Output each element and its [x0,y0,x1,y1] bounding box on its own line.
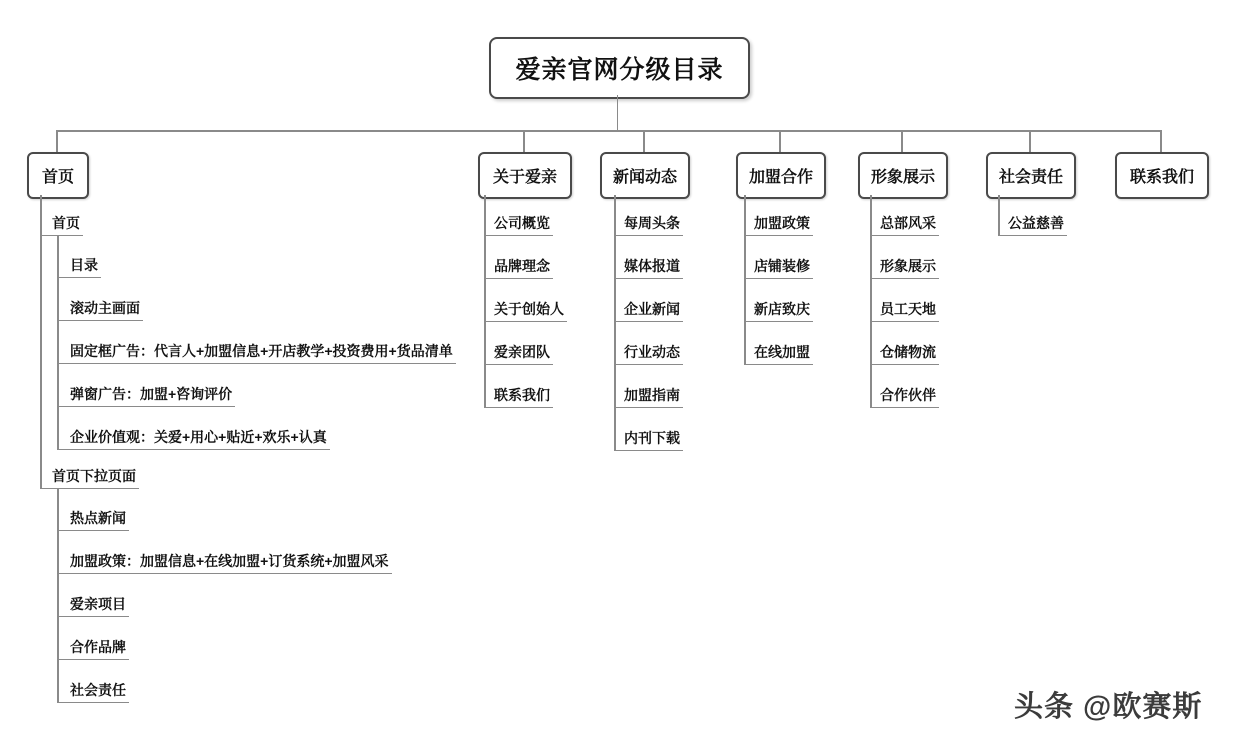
leaf-item: 合作伙伴 [870,388,939,408]
leaf-item: 公司概览 [484,216,553,236]
leaf-item: 员工天地 [870,302,939,322]
leaf-item: 固定框广告：代言人+加盟信息+开店教学+投资费用+货品清单 [57,344,456,364]
group-label: 首页下拉页面 [40,469,139,489]
leaf-item: 行业动态 [614,345,683,365]
leaf-item: 形象展示 [870,259,939,279]
top-rail-line [56,130,1160,132]
top-node-responsibility: 社会责任 [986,152,1076,199]
leaf-item: 公益慈善 [998,216,1067,236]
leaf-item: 总部风采 [870,216,939,236]
top-node-news: 新闻动态 [600,152,690,199]
top-node-home: 首页 [27,152,89,199]
leaf-item: 企业价值观：关爱+用心+贴近+欢乐+认真 [57,430,330,450]
leaf-item: 店铺装修 [744,259,813,279]
leaf-item: 弹窗广告：加盟+咨询评价 [57,387,235,407]
leaf-item: 品牌理念 [484,259,553,279]
leaf-item: 关于创始人 [484,302,567,322]
leaf-item: 内刊下载 [614,431,683,451]
leaf-item: 加盟政策：加盟信息+在线加盟+订货系统+加盟风采 [57,554,392,574]
leaf-item: 加盟指南 [614,388,683,408]
watermark: 头条 @欧赛斯 [1014,691,1203,723]
leaf-item: 合作品牌 [57,640,129,660]
top-node-image: 形象展示 [858,152,948,199]
leaf-item: 热点新闻 [57,511,129,531]
leaf-item: 加盟政策 [744,216,813,236]
home-trunk-line [40,195,42,489]
leaf-item: 仓储物流 [870,345,939,365]
branch-stub-line [643,130,645,152]
leaf-item: 爱亲项目 [57,597,129,617]
branch-stub-line [56,130,58,152]
branch-stub-line [1029,130,1031,152]
leaf-item: 每周头条 [614,216,683,236]
leaf-item: 在线加盟 [744,345,813,365]
leaf-item: 目录 [57,258,101,278]
diagram-title: 爱亲官网分级目录 [489,37,750,99]
branch-stub-line [523,130,525,152]
group-label: 首页 [40,216,83,236]
leaf-item: 企业新闻 [614,302,683,322]
branch-stub-line [901,130,903,152]
top-node-franchise: 加盟合作 [736,152,826,199]
top-node-contact: 联系我们 [1115,152,1209,199]
leaf-item: 滚动主画面 [57,301,143,321]
leaf-item: 爱亲团队 [484,345,553,365]
leaf-item: 媒体报道 [614,259,683,279]
leaf-item: 新店致庆 [744,302,813,322]
title-stem-line [617,95,619,130]
leaf-item: 联系我们 [484,388,553,408]
top-node-about: 关于爱亲 [478,152,572,199]
branch-stub-line [1160,130,1162,152]
leaf-item: 社会责任 [57,683,129,703]
branch-stub-line [779,130,781,152]
